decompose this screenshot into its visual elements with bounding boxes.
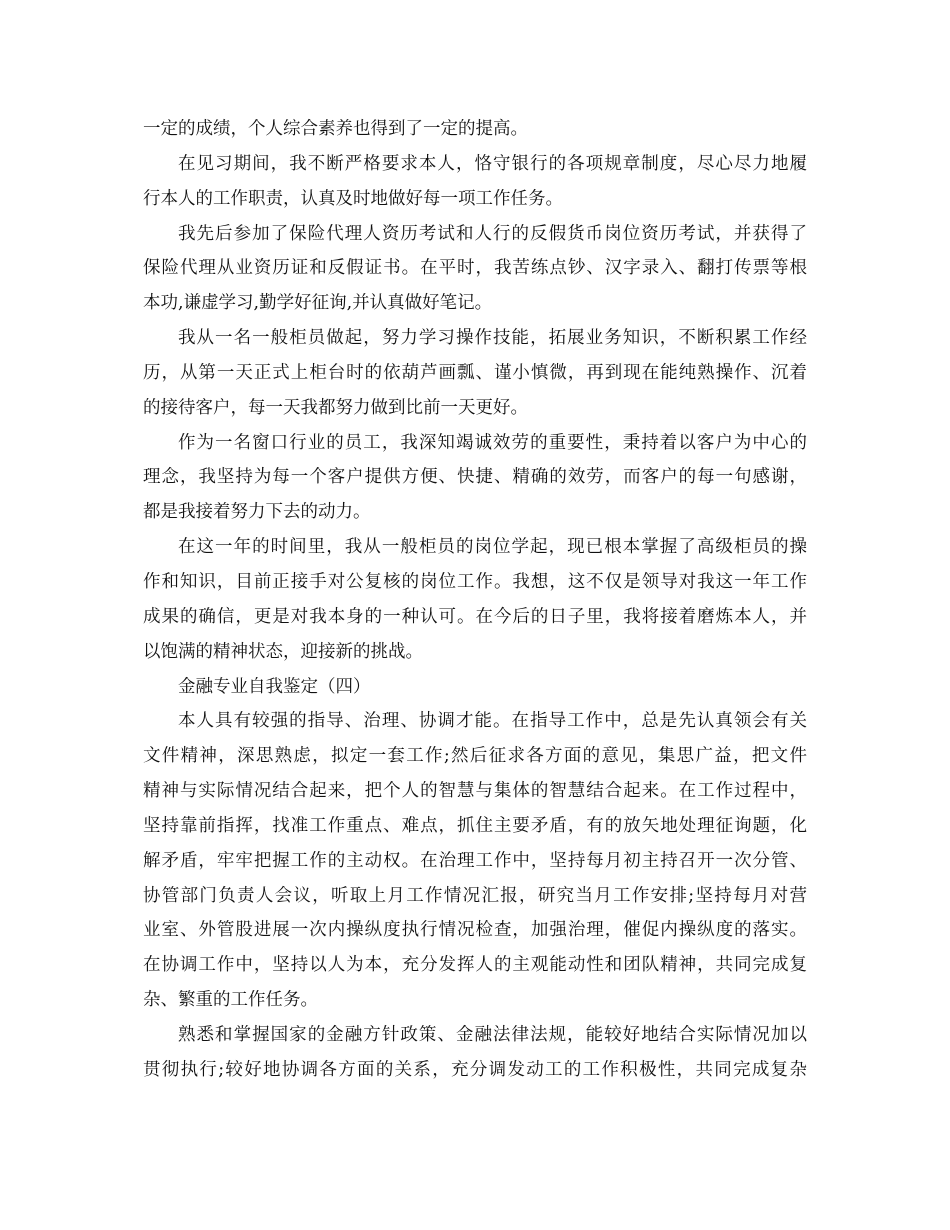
text-line: 金融专业自我鉴定（四）	[178, 676, 371, 697]
text-line: 熟悉和掌握国家的金融方针政策、金融法律法规，能较好地结合实际情况加以	[178, 1024, 807, 1045]
text-line: 作和知识，目前正接手对公复核的岗位工作。我想，这不仅是领导对我这一年工作	[143, 571, 807, 592]
text-line: 一定的成绩，个人综合素养也得到了一定的提高。	[143, 119, 528, 139]
text-line: 历，从第一天正式上柜台时的依葫芦画瓢、谨小慎微，再到现在能纯熟操作、沉着	[143, 362, 807, 383]
text-line: 在这一年的时间里，我从一般柜员的岗位学起，现已根本掌握了高级柜员的操	[178, 537, 807, 558]
text-line: 都是我接着努力下去的动力。	[143, 502, 371, 523]
text-line: 作为一名窗口行业的员工，我深知竭诚效劳的重要性，秉持着以客户为中心的	[178, 432, 807, 453]
text-line: 理念，我坚持为每一个客户提供方便、快捷、精确的效劳，而客户的每一句感谢，	[143, 467, 807, 488]
text-line: 业室、外管股进展一次内操纵度执行情况检查，加强治理，催促内操纵度的落实。	[143, 920, 807, 941]
text-line: 文件精神，深思熟虑，拟定一套工作;然后征求各方面的意见，集思广益，把文件	[143, 746, 807, 767]
text-line: 行本人的工作职责，认真及时地做好每一项工作任务。	[143, 188, 563, 209]
text-line: 的接待客户，每一天我都努力做到比前一天更好。	[143, 397, 528, 418]
text-line: 成果的确信，更是对我本身的一种认可。在今后的日子里，我将接着磨炼本人，并	[143, 606, 807, 627]
text-line: 本功,谦虚学习,勤学好征询,并认真做好笔记。	[143, 293, 493, 314]
text-line: 解矛盾，牢牢把握工作的主动权。在治理工作中，坚持每月初主持召开一次分管、	[143, 850, 807, 871]
document-page	[143, 112, 807, 1088]
text-line: 以饱满的精神状态，迎接新的挑战。	[143, 641, 423, 662]
text-line: 杂、繁重的工作任务。	[143, 990, 318, 1011]
text-line: 协管部门负责人会议，听取上月工作情况汇报，研究当月工作安排;坚持每月对营	[143, 885, 807, 906]
text-line: 本人具有较强的指导、治理、协调才能。在指导工作中，总是先认真领会有关	[178, 711, 807, 732]
text-line: 在协调工作中，坚持以人为本，充分发挥人的主观能动性和团队精神，共同完成复	[143, 955, 807, 976]
text-line: 保险代理从业资历证和反假证书。在平时，我苦练点钞、汉字录入、翻打传票等根	[143, 258, 807, 279]
text-line: 精神与实际情况结合起来，把个人的智慧与集体的智慧结合起来。在工作过程中，	[143, 781, 807, 802]
text-line: 在见习期间，我不断严格要求本人，恪守银行的各项规章制度，尽心尽力地履	[178, 153, 807, 174]
text-line: 坚持靠前指挥，找准工作重点、难点，抓住主要矛盾，有的放矢地处理征询题，化	[143, 815, 807, 836]
text-line: 我从一名一般柜员做起，努力学习操作技能，拓展业务知识，不断积累工作经	[178, 328, 807, 349]
text-line: 贯彻执行;较好地协调各方面的关系，充分调发动工的工作积极性，共同完成复杂	[143, 1059, 807, 1080]
text-line: 我先后参加了保险代理人资历考试和人行的反假货币岗位资历考试，并获得了	[178, 223, 807, 244]
